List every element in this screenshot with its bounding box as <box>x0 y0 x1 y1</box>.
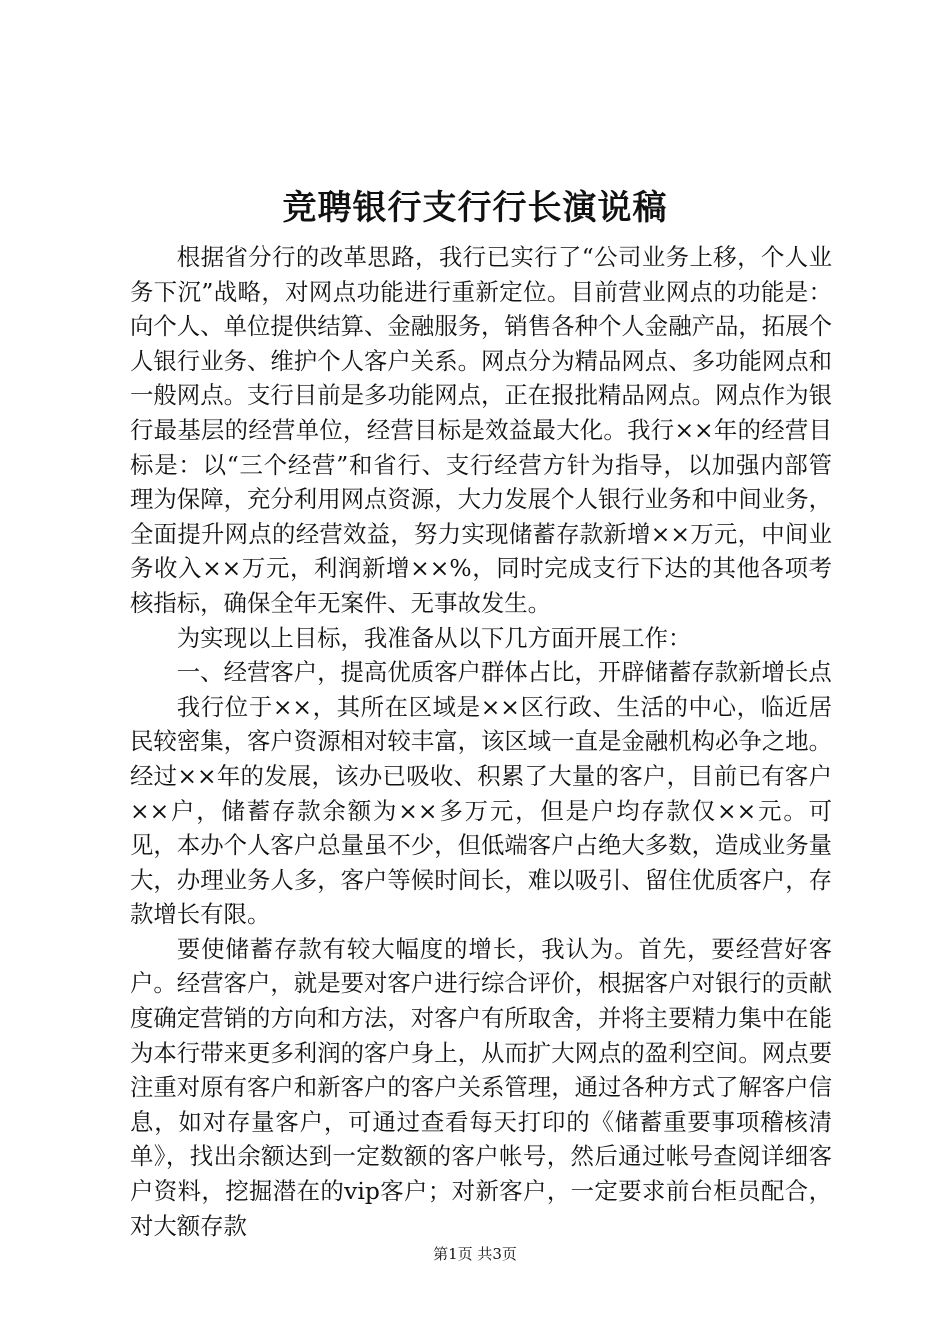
paragraph-intro: 根据省分行的改革思路，我行已实行了“公司业务上移，个人业务下沉”战略，对网点功能进行重新定位。目前营业网点的功能是：向个人、单位提供结算、金融服务，销售各种个人金融产品，拓展个人银行业务、维护个人客户关系。网点分为精品网点、多功能网点和一般网点。支行目前是多功能网点，正在报批精品网点。网点作为银行最基层的经营单位，经营目标是效益最大化。我行××年的经营目标是：以“三个经营”和省行、支行经营方针为指导，以加强内部管理为保障，充分利用网点资源，大力发展个人银行业务和中间业务，全面提升网点的经营效益，努力实现储蓄存款新增××万元，中间业务收入××万元，利润新增××%，同时完成支行下达的其他各项考核指标，确保全年无案件、无事故发生。 <box>130 243 832 617</box>
paragraph-strategy: 要使储蓄存款有较大幅度的增长，我认为。首先，要经营好客户。经营客户，就是要对客户进行综合评价，根据客户对银行的贡献度确定营销的方向和方法，对客户有所取舍，并将主要精力集中在能为本行带来更多利润的客户身上，从而扩大网点的盈利空间。网点要注重对原有客户和新客户的客户关系管理，通过各种方式了解客户信息，如对存量客户，可通过查看每天打印的《储蓄重要事项稽核清单》，找出余额达到一定数额的客户帐号，然后通过帐号查阅详细客户资料，挖掘潜在的vip客户；对新客户，一定要求前台柜员配合，对大额存款 <box>130 934 832 1240</box>
paragraph-plan-lead: 为实现以上目标，我准备从以下几方面开展工作： <box>176 623 692 652</box>
paragraph-situation: 我行位于××，其所在区域是××区行政、生活的中心，临近居民较密集，客户资源相对较丰富，该区域一直是金融机构必争之地。经过××年的发展，该办已吸收、积累了大量的客户，目前已有客户××户，储蓄存款余额为××多万元，但是户均存款仅××元。可见，本办个人客户总量虽不少，但低端客户占绝大多数，造成业务量大，办理业务人多，客户等候时间长，难以吸引、留住优质客户，存款增长有限。 <box>130 692 832 929</box>
page-footer: 第1页 共3页 <box>433 1245 517 1263</box>
document-body <box>130 240 832 1243</box>
section-heading-1: 一、经营客户，提高优质客户群体占比，开辟储蓄存款新增长点 <box>176 658 832 687</box>
document-title: 竞聘银行支行行长演说稿 <box>282 188 668 228</box>
